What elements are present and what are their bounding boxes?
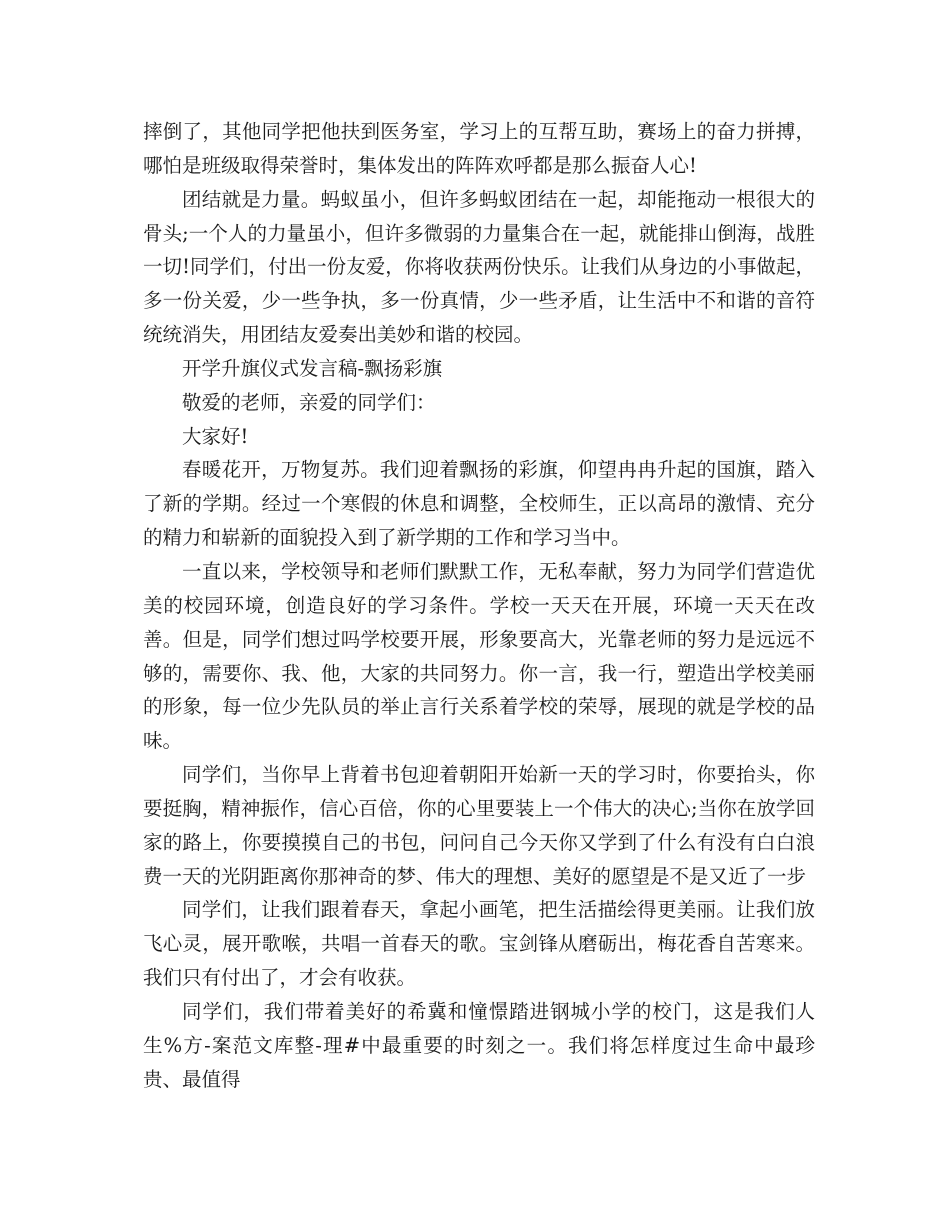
section-title: 开学升旗仪式发言稿-飘扬彩旗 xyxy=(182,356,443,380)
paragraph: 同学们，我们带着美好的希冀和憧憬踏进钢城小学的校门，这是我们人生%方-案范文库整-理#中最重要的时刻之一。我们将怎样度过生命中最珍贵、最值得 xyxy=(143,999,815,1091)
paragraph: 同学们，让我们跟着春天，拿起小画笔，把生活描绘得更美丽。让我们放飞心灵，展开歌喉，共唱一首春天的歌。宝剑锋从磨砺出，梅花香自苦寒来。我们只有付出了，才会有收获。 xyxy=(143,898,815,990)
document-body xyxy=(143,115,815,1096)
salutation: 敬爱的老师，亲爱的同学们： xyxy=(182,390,436,414)
paragraph: 团结就是力量。蚂蚁虽小，但许多蚂蚁团结在一起，却能拖动一根很大的骨头;一个人的力量虽小，但许多微弱的力量集合在一起，就能排山倒海，战胜一切!同学们，付出一份友爱，你将收获两份快乐。让我们从身边的小事做起，多一份关爱，少一些争执，多一份真情，少一些矛盾，让生活中不和谐的音符统统消失，用团结友爱奏出美妙和谐的校园。 xyxy=(143,187,815,347)
greeting: 大家好! xyxy=(182,424,249,448)
paragraph: 同学们，当你早上背着书包迎着朝阳开始新一天的学习时，你要抬头，你要挺胸，精神振作，信心百倍，你的心里要装上一个伟大的决心;当你在放学回家的路上，你要摸摸自己的书包，问问自己今天你又学到了什么有没有白白浪费一天的光阴距离你那神奇的梦、伟大的理想、美好的愿望是不是又近了一步 xyxy=(143,763,815,888)
paragraph: 一直以来，学校领导和老师们默默工作，无私奉献，努力为同学们营造优美的校园环境，创造良好的学习条件。学校一天天在开展，环境一天天在改善。但是，同学们想过吗学校要开展，形象要高大，光靠老师的努力是远远不够的，需要你、我、他，大家的共同努力。你一言，我一行，塑造出学校美丽的形象，每一位少先队员的举止言行关系着学校的荣辱，展现的就是学校的品味。 xyxy=(143,559,815,753)
paragraph: 春暖花开，万物复苏。我们迎着飘扬的彩旗，仰望冉冉升起的国旗，踏入了新的学期。经过一个寒假的休息和调整，全校师生，正以高昂的激情、充分的精力和崭新的面貌投入到了新学期的工作和学习当中。 xyxy=(143,458,815,550)
paragraph: 摔倒了，其他同学把他扶到医务室，学习上的互帮互助，赛场上的奋力拼搏，哪怕是班级取得荣誉时，集体发出的阵阵欢呼都是那么振奋人心! xyxy=(143,120,815,177)
